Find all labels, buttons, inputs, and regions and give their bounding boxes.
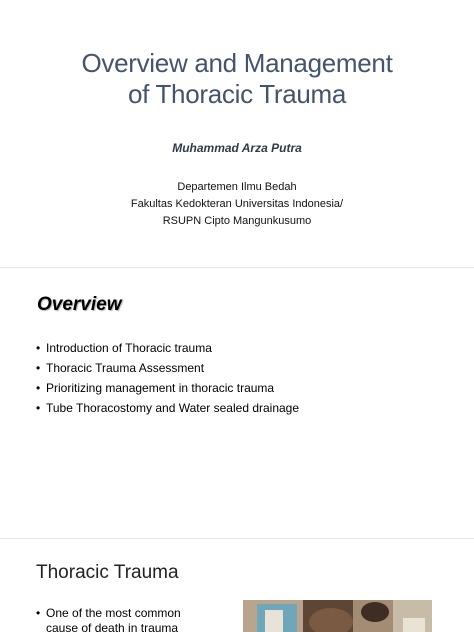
overview-bullet-item: • Thoracic Trauma Assessment	[36, 358, 299, 378]
thoracic-trauma-bullet: • One of the most common cause of death in trauma	[36, 606, 216, 632]
affiliation-line-2: Fakultas Kedokteran Universitas Indonesia/	[130, 198, 344, 210]
presentation-title	[0, 48, 474, 110]
trauma-patient-photo-graphic	[243, 600, 432, 632]
affiliation-line-1: Departemen Ilmu Bedah	[177, 181, 297, 193]
overview-bullet-item: • Prioritizing management in thoracic trauma	[36, 378, 299, 398]
thoracic-trauma-slide	[0, 539, 474, 632]
title-line-2: of Thoracic Trauma	[127, 79, 347, 109]
trauma-patient-photo	[243, 600, 432, 632]
overview-bullet-item: • Introduction of Thoracic trauma	[36, 338, 299, 358]
title-line-1: Overview and Management	[81, 48, 393, 78]
thoracic-trauma-heading: Thoracic Trauma	[36, 562, 179, 583]
overview-heading: Overview	[37, 294, 122, 315]
overview-slide	[0, 268, 474, 539]
title-slide	[0, 0, 474, 268]
affiliation-line-3: RSUPN Cipto Mangunkusumo	[162, 215, 312, 227]
author-name: Muhammad Arza Putra	[172, 141, 302, 155]
overview-bullet-list	[36, 338, 299, 418]
affiliation	[0, 179, 474, 230]
overview-bullet-item: • Tube Thoracostomy and Water sealed drainage	[36, 398, 299, 418]
